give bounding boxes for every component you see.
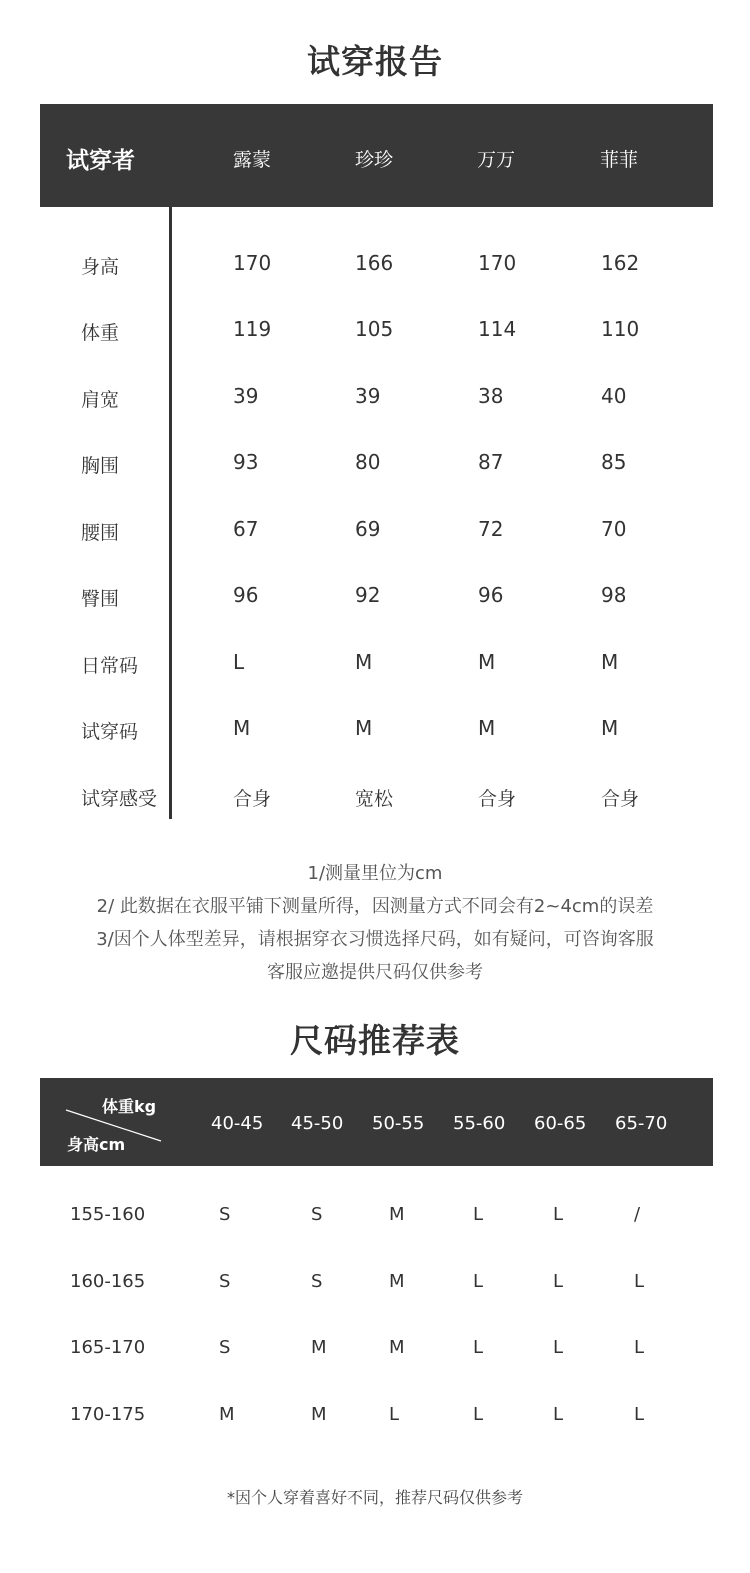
row-value: 92 <box>355 583 381 607</box>
row-value: 38 <box>478 384 504 408</box>
weight-range: 65-70 <box>615 1113 668 1134</box>
size-value: M <box>219 1404 235 1425</box>
row-value: M <box>478 650 496 674</box>
size-value: S <box>311 1204 323 1225</box>
row-value: M <box>478 716 496 740</box>
report-title: 试穿报告 <box>307 42 443 81</box>
row-value: 67 <box>233 517 259 541</box>
footnote: *因个人穿着喜好不同，推荐尺码仅供参考 <box>226 1488 523 1507</box>
size-value: M <box>389 1271 405 1292</box>
tester-name: 露蒙 <box>233 149 272 171</box>
row-value: 39 <box>355 384 381 408</box>
row-label: 体重 <box>81 322 120 344</box>
size-value: S <box>311 1271 323 1292</box>
row-label: 试穿码 <box>81 721 139 743</box>
size-value: L <box>553 1204 564 1225</box>
row-value: 合身 <box>601 788 640 810</box>
row-value: 70 <box>601 517 627 541</box>
size-value: L <box>634 1337 645 1358</box>
row-value: 110 <box>601 317 640 341</box>
row-value: 119 <box>233 317 272 341</box>
note-line: 1/测量里位为cm <box>307 863 443 884</box>
size-value: M <box>311 1337 327 1358</box>
row-value: 93 <box>233 450 259 474</box>
row-value: M <box>601 650 619 674</box>
column-divider <box>169 207 172 819</box>
row-value: 87 <box>478 450 504 474</box>
row-value: 85 <box>601 450 627 474</box>
row-value: M <box>601 716 619 740</box>
tester-name: 万万 <box>477 149 516 171</box>
corner-diagonal-line <box>40 1078 180 1166</box>
size-value: M <box>389 1204 405 1225</box>
tester-name: 菲菲 <box>600 149 639 171</box>
row-label: 臀围 <box>81 588 120 610</box>
size-value: S <box>219 1271 231 1292</box>
height-range: 170-175 <box>70 1404 146 1425</box>
size-value: L <box>634 1404 645 1425</box>
size-value: M <box>311 1404 327 1425</box>
corner-weight-label: 体重kg <box>102 1097 157 1116</box>
row-value: 98 <box>601 583 627 607</box>
row-value: 39 <box>233 384 259 408</box>
size-value: S <box>219 1337 231 1358</box>
size-value: L <box>553 1404 564 1425</box>
note-line: 2/ 此数据在衣服平铺下测量所得，因测量方式不同会有2~4cm的误差 <box>96 896 654 917</box>
size-value: L <box>389 1404 400 1425</box>
row-value: M <box>233 716 251 740</box>
report-header <box>40 104 713 207</box>
weight-range: 55-60 <box>453 1113 506 1134</box>
height-range: 165-170 <box>70 1337 146 1358</box>
row-value: M <box>355 650 373 674</box>
note-line: 客服应邀提供尺码仅供参考 <box>267 962 483 983</box>
row-value: 72 <box>478 517 504 541</box>
size-value: L <box>473 1204 484 1225</box>
height-range: 155-160 <box>70 1204 146 1225</box>
size-value: / <box>634 1204 641 1225</box>
row-value: 宽松 <box>355 788 394 810</box>
weight-range: 45-50 <box>291 1113 344 1134</box>
weight-range: 40-45 <box>211 1113 264 1134</box>
row-value: 80 <box>355 450 381 474</box>
row-label: 身高 <box>81 256 120 278</box>
row-label: 腰围 <box>81 522 120 544</box>
size-value: S <box>219 1204 231 1225</box>
row-label: 胸围 <box>81 455 120 477</box>
row-value: 40 <box>601 384 627 408</box>
size-table-header <box>40 1078 713 1166</box>
tester-name: 珍珍 <box>355 149 394 171</box>
row-value: 69 <box>355 517 381 541</box>
row-label: 日常码 <box>81 655 139 677</box>
row-value: 162 <box>601 251 640 275</box>
weight-range: 50-55 <box>372 1113 425 1134</box>
row-value: 合身 <box>478 788 517 810</box>
row-value: 114 <box>478 317 517 341</box>
row-label: 试穿感受 <box>81 788 158 810</box>
height-range: 160-165 <box>70 1271 146 1292</box>
row-value: 170 <box>233 251 272 275</box>
row-value: L <box>233 650 245 674</box>
row-value: 170 <box>478 251 517 275</box>
size-value: L <box>553 1271 564 1292</box>
note-line: 3/因个人体型差异，请根据穿衣习惯选择尺码，如有疑问，可咨询客服 <box>96 929 654 950</box>
row-value: 96 <box>478 583 504 607</box>
size-value: L <box>553 1337 564 1358</box>
size-table-title: 尺码推荐表 <box>290 1021 460 1060</box>
size-value: L <box>473 1271 484 1292</box>
row-value: 合身 <box>233 788 272 810</box>
row-value: 96 <box>233 583 259 607</box>
header-label: 试穿者 <box>66 148 135 174</box>
row-value: 105 <box>355 317 394 341</box>
weight-range: 60-65 <box>534 1113 587 1134</box>
row-value: M <box>355 716 373 740</box>
row-label: 肩宽 <box>81 389 120 411</box>
corner-height-label: 身高cm <box>67 1135 126 1154</box>
size-value: L <box>473 1404 484 1425</box>
size-value: L <box>473 1337 484 1358</box>
row-value: 166 <box>355 251 394 275</box>
size-value: M <box>389 1337 405 1358</box>
size-value: L <box>634 1271 645 1292</box>
